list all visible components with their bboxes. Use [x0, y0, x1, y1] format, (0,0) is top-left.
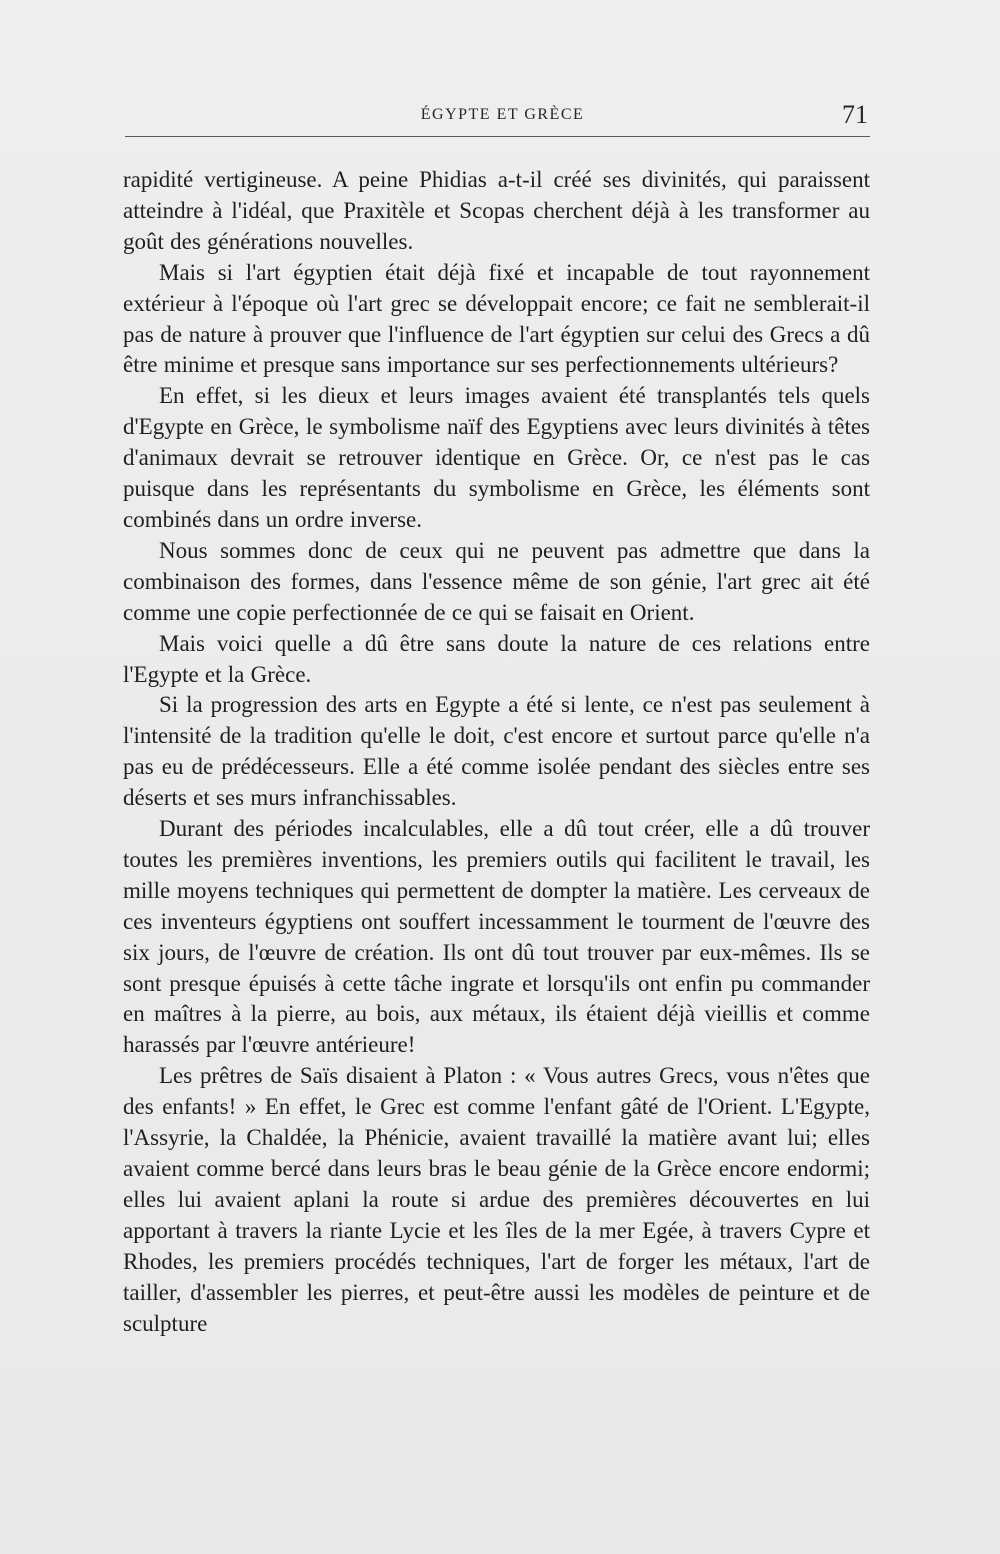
running-header	[125, 100, 870, 132]
paragraph-5: Mais voici quelle a dû être sans doute la nature de ces relations entre l'Egypte et la Grèce.	[123, 630, 870, 687]
paragraph-6: Si la progression des arts en Egypte a été si lente, ce n'est pas seulement à l'intensité de la tradition qu'elle le doit, c'est encore et surtout parce qu'elle n'a pas eu de prédécesseurs. Elle a été comme isolée pendant des siècles entre ses déserts et ses murs infranchissables.	[123, 692, 870, 811]
paragraph-2: Mais si l'art égyptien était déjà fixé et incapable de tout rayonnement extérieur à l'époque où l'art grec se développait encore; ce fait ne semblerait-il pas de nature à prouver que l'influence de l'art égyptien sur celui des Grecs a dû être minime et presque sans importance sur ses perfectionnements ultérieurs?	[123, 259, 870, 378]
page-number: 71	[842, 100, 868, 129]
running-title: ÉGYPTE ET GRÈCE	[420, 106, 585, 123]
paragraph-7: Durant des périodes incalculables, elle a dû tout créer, elle a dû trouver toutes les premières inventions, les premiers outils qui facilitent le travail, les mille moyens techniques qui permettent de dompter la matière. Les cerveaux de ces inventeurs égyptiens ont souffert incessamment le tourment de l'œuvre des six jours, de l'œuvre de création. Ils ont dû tout trouver par eux-mêmes. Ils se sont presque épuisés à cette tâche ingrate et lorsqu'ils ont enfin pu commander en maîtres à la pierre, au bois, aux métaux, ils étaient déjà vieillis et comme harassés par l'œuvre antérieure!	[123, 816, 870, 1058]
paragraph-4: Nous sommes donc de ceux qui ne peuvent pas admettre que dans la combinaison des formes, dans l'essence même de son génie, l'art grec ait été comme une copie perfectionnée de ce qui se faisait en Orient.	[123, 537, 870, 625]
paragraph-3: En effet, si les dieux et leurs images avaient été transplantés tels quels d'Egypte en Grèce, le symbolisme naïf des Egyptiens avec leurs divinités à têtes d'animaux devrait se retrouver identique en Grèce. Or, ce n'est pas le cas puisque dans les représentants du symbolisme en Grèce, les éléments sont combinés dans un ordre inverse.	[123, 383, 870, 532]
paragraph-8: Les prêtres de Saïs disaient à Platon : « Vous autres Grecs, vous n'êtes que des enfants! » En effet, le Grec est comme l'enfant gâté de l'Orient. L'Egypte, l'Assyrie, la Chaldée, la Phénicie, avaient travaillé la matière avant lui; elles avaient comme bercé dans leurs bras le beau génie de la Grèce encore endormi; elles lui avaient aplani la route si ardue des premières découvertes en lui apportant à travers la riante Lycie et les îles de la mer Egée, à travers Cypre et Rhodes, les premiers procédés techniques, l'art de forger les métaux, l'art de tailler, d'assembler les pierres, et peut-être aussi les modèles de peinture et de sculpture	[123, 1063, 870, 1336]
body-text	[123, 165, 870, 1339]
paragraph-1: rapidité vertigineuse. A peine Phidias a-t-il créé ses divinités, qui paraissent atteindre à l'idéal, que Praxitèle et Scopas cherchent déjà à les transformer au goût des générations nouvelles.	[123, 167, 870, 254]
header-rule	[125, 136, 870, 137]
